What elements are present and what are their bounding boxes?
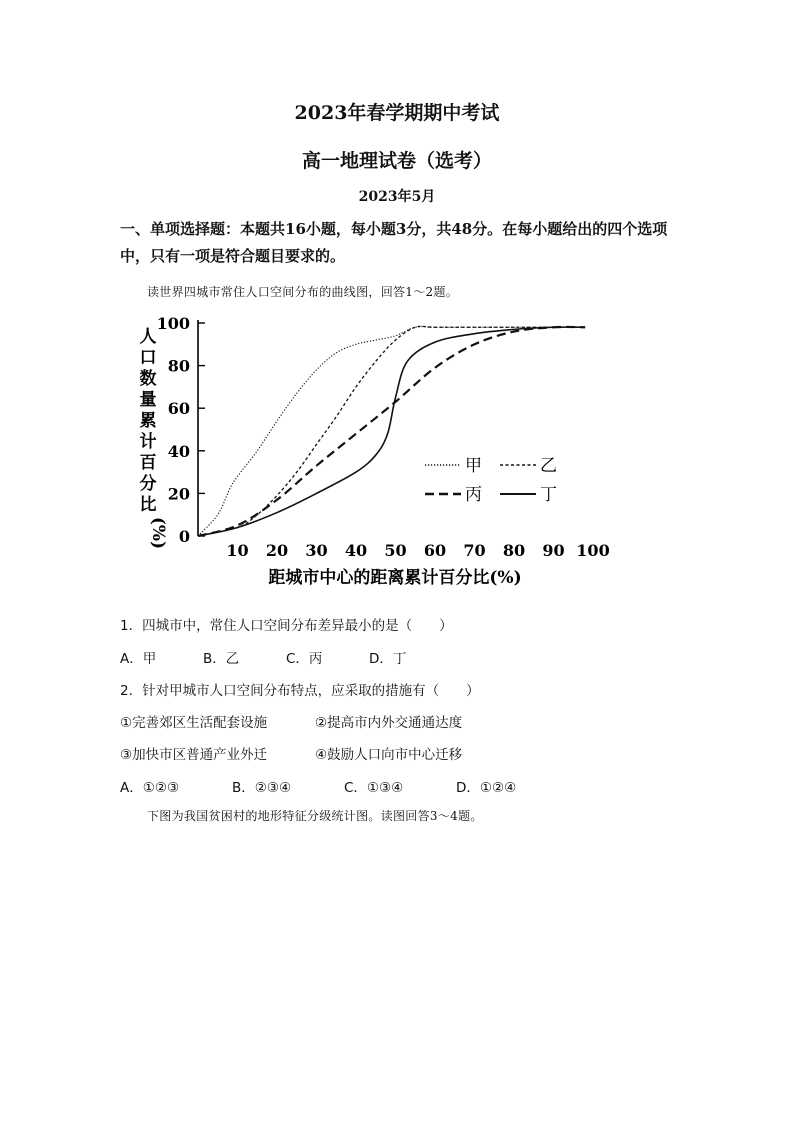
exam-subtitle: 高一地理试卷（选考） (301, 150, 492, 172)
y-axis-label (140, 327, 157, 515)
y-axis-label-char: 口 (139, 348, 157, 368)
y-axis-label-unit: (%) (148, 516, 168, 550)
y-axis-label-char: 比 (139, 495, 157, 515)
q2-item-3: ③加快市区普通产业外迁 (120, 747, 268, 763)
chart-legend (425, 456, 557, 505)
y-tick-label: 60 (167, 399, 190, 419)
series-line-4 (198, 327, 585, 536)
x-tick-label: 90 (542, 541, 565, 560)
q2-option-c[interactable]: C．①③④ (344, 780, 404, 796)
question-1-stem: 1．四城市中，常住人口空间分布差异最小的是（ ） (120, 618, 453, 634)
x-tick-label: 20 (265, 541, 289, 560)
chart-series-layer (198, 326, 585, 536)
x-tick-label: 60 (423, 541, 447, 560)
legend-label-4: 丁 (540, 485, 557, 505)
y-tick-label: 100 (156, 314, 190, 333)
q2-item-2: ②提高市内外交通通达度 (315, 715, 463, 731)
legend-label-1: 甲 (465, 456, 482, 476)
series-line-3 (198, 327, 585, 536)
y-axis-label-char: 累 (139, 411, 157, 431)
x-tick-label: 40 (344, 541, 368, 560)
y-axis-label-char: 数 (139, 369, 157, 389)
y-tick-label: 20 (167, 484, 190, 504)
exam-title: 2023年春学期期中考试 (294, 102, 500, 124)
chart-axes (157, 314, 610, 560)
q2-option-d[interactable]: D．①②④ (456, 780, 517, 796)
x-tick-label: 10 (226, 541, 249, 560)
y-axis-label-char: 百 (139, 453, 157, 473)
q1-option-c[interactable]: C．丙 (286, 651, 323, 667)
y-tick-label: 80 (167, 356, 190, 376)
q1-option-d[interactable]: D．丁 (369, 651, 407, 667)
q2-item-1: ①完善郊区生活配套设施 (120, 715, 268, 731)
y-axis-label-char: 人 (139, 327, 157, 347)
x-tick-label: 80 (502, 541, 526, 560)
y-tick-label: 0 (178, 527, 190, 546)
q1-option-b[interactable]: B．乙 (203, 651, 240, 667)
x-axis-label: 距城市中心的距离累计百分比(%) (268, 568, 522, 588)
y-axis-label-char: 量 (139, 390, 157, 410)
intro-question-3-4: 下图为我国贫困村的地形特征分级统计图。读图回答3～4题。 (147, 809, 483, 823)
intro-question-1-2: 读世界四城市常住人口空间分布的曲线图，回答1～2题。 (147, 285, 459, 299)
exam-date: 2023年5月 (358, 189, 436, 205)
x-tick-label: 70 (463, 541, 486, 560)
population-distribution-chart (130, 308, 610, 593)
x-tick-label: 30 (305, 541, 328, 560)
section-heading: 一、单项选择题：本题共16小题，每小题3分，共48分。在每小题给出的四个选项中，只有一项是符合题目要求的。 (120, 220, 668, 265)
legend-label-2: 乙 (540, 456, 557, 476)
q2-item-4: ④鼓励人口向市中心迁移 (315, 747, 463, 763)
q1-option-a[interactable]: A．甲 (120, 651, 157, 667)
q2-option-a[interactable]: A．①②③ (120, 780, 180, 796)
q2-option-b[interactable]: B．②③④ (232, 780, 292, 796)
y-axis-label-char: 分 (139, 474, 157, 494)
x-tick-label: 100 (576, 541, 610, 560)
x-tick-label: 50 (384, 541, 407, 560)
series-line-2 (198, 326, 585, 536)
y-axis-label-char: 计 (139, 432, 157, 452)
series-line-1 (198, 327, 585, 536)
question-2-stem: 2．针对甲城市人口空间分布特点，应采取的措施有（ ） (120, 683, 480, 699)
legend-label-3: 丙 (465, 485, 482, 505)
y-tick-label: 40 (167, 441, 190, 461)
